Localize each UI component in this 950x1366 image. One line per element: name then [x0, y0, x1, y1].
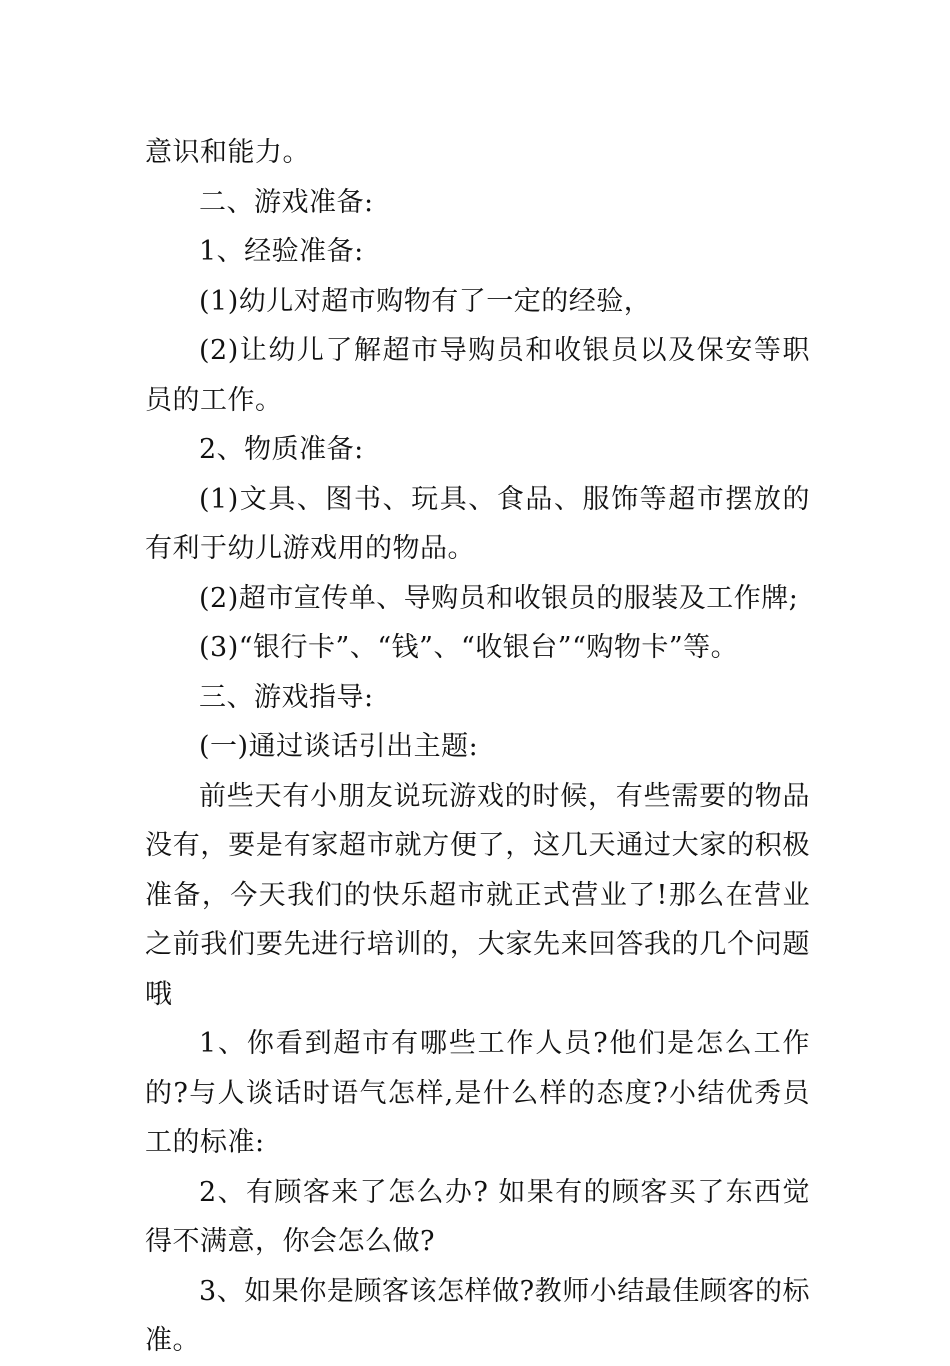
list-item-material-3: (3)“银行卡”、“钱”、“收银台”“购物卡”等。 [199, 632, 739, 663]
paragraph-intro-talk: 前些天有小朋友说玩游戏的时候，有些需要的物品没有，要是有家超市就方便了，这几天通过大家的积极准备，今天我们的快乐超市就正式营业了!那么在营业之前我们要先进行培训的，大家先来回答我的几个问题哦 [145, 780, 810, 1010]
list-item-material-2: (2)超市宣传单、导购员和收银员的服装及工作牌; [199, 582, 799, 614]
question-item-1: 1、你看到超市有哪些工作人员?他们是怎么工作的?与人谈话时语气怎样,是什么样的态度?小结优秀员工的标准: [145, 1028, 810, 1158]
subheading-experience-preparation: 1、经验准备: [199, 236, 364, 267]
section-heading-game-preparation: 二、游戏准备: [199, 186, 374, 218]
question-item-2: 2、有顾客来了怎么办? 如果有的顾客买了东西觉得不满意，你会怎么做? [145, 1176, 810, 1257]
subheading-introduce-topic: (一)通过谈话引出主题: [199, 731, 479, 762]
question-item-3: 3、如果你是顾客该怎样做?教师小结最佳顾客的标准。 [145, 1275, 810, 1356]
subheading-material-preparation: 2、物质准备: [199, 434, 364, 465]
list-item-experience-1: (1)幼儿对超市购物有了一定的经验， [199, 285, 652, 317]
section-heading-game-guidance: 三、游戏指导: [199, 681, 374, 713]
list-item-experience-2: (2)让幼儿了解超市导购员和收银员以及保安等职员的工作。 [145, 335, 810, 416]
document-body [145, 128, 810, 1366]
list-item-material-1: (1)文具、图书、玩具、食品、服饰等超市摆放的有利于幼儿游戏用的物品。 [145, 483, 810, 564]
paragraph-continuation: 意识和能力。 [145, 137, 310, 168]
